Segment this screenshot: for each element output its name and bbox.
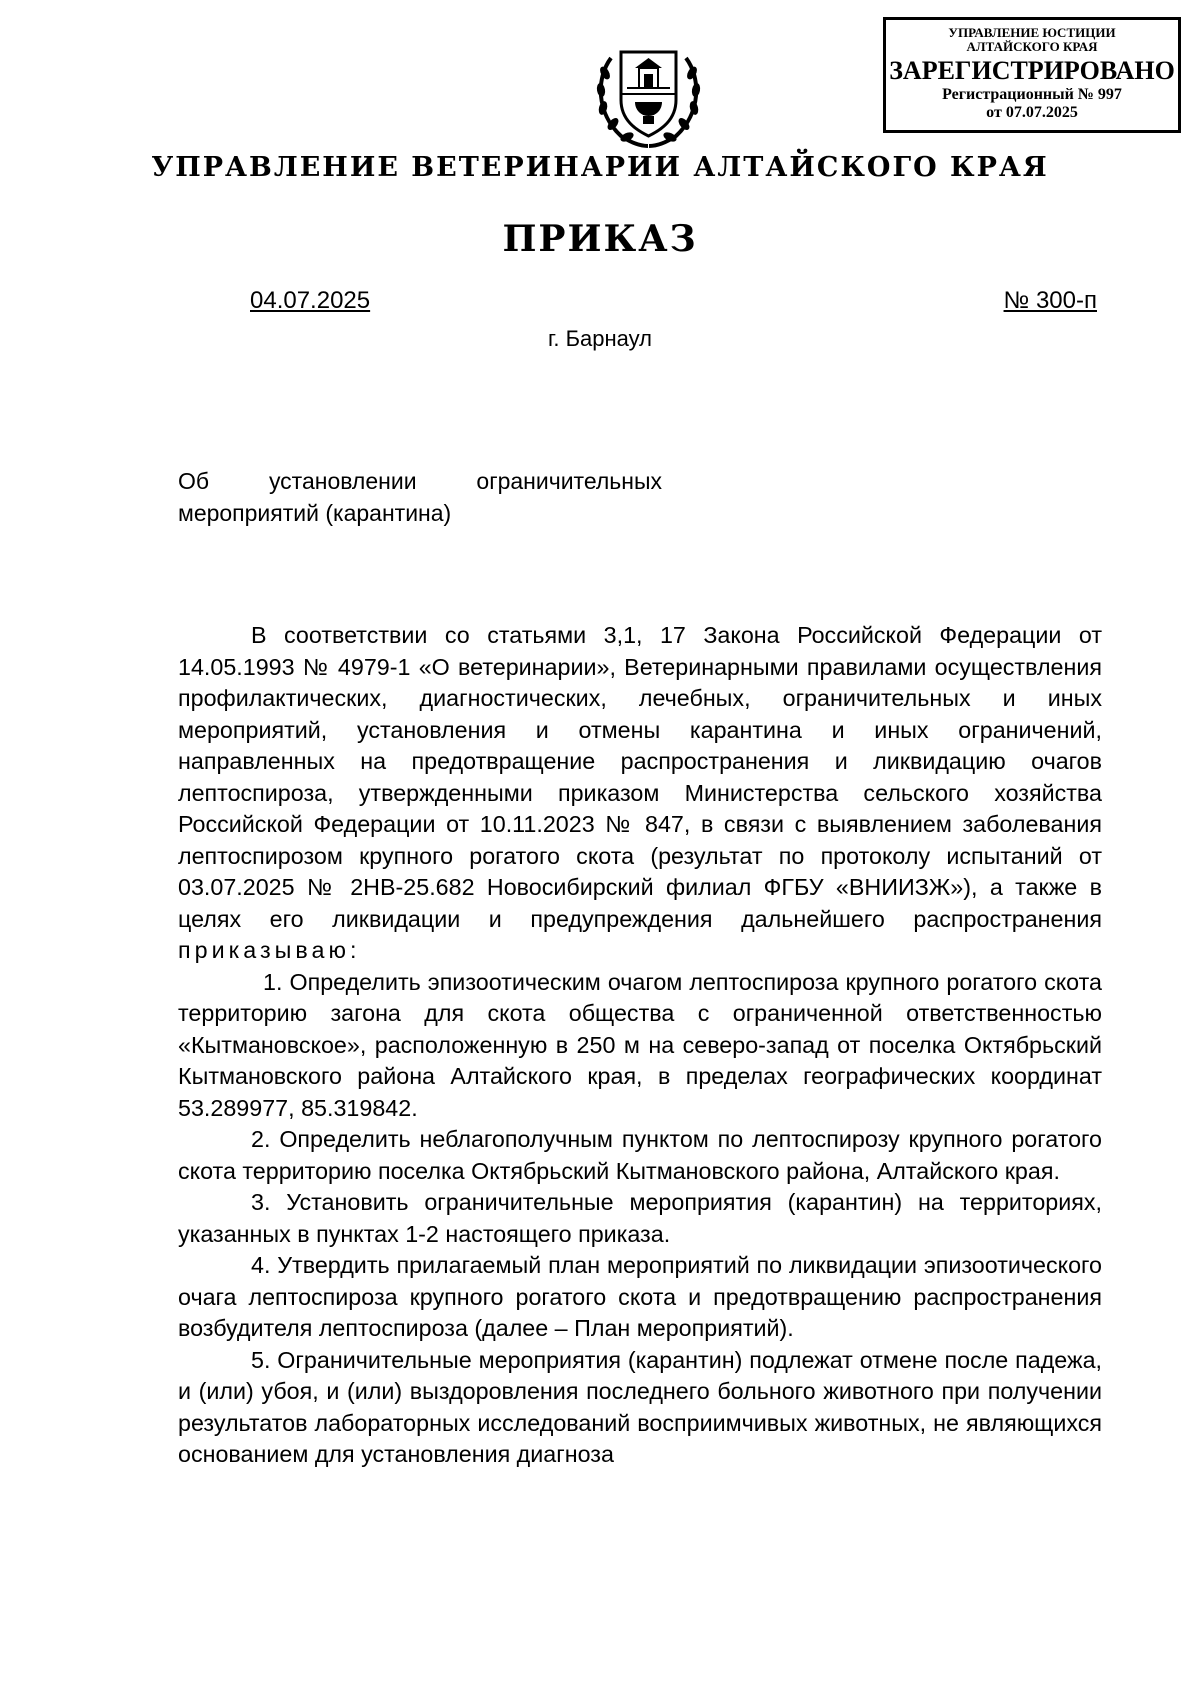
stamp-date: от 07.07.2025 [986,104,1078,121]
paragraph-2: 2. Определить неблагополучным пунктом по лептоспирозу крупного рогатого скота территорию поселка Октябрьский Кытмановского района, Алтайского края. [178,1126,1102,1184]
subject-word: Об [178,468,210,494]
document-number: № 300-п [1003,287,1097,314]
preamble-text: В соответствии со статьями 3,1, 17 Закона Российской Федерации от 14.05.1993 № 4979-1 «О ветеринарии», Ветеринарными правилами осуществления профилактических, диагностических, лечебных, ограничительных и иных мероприятий, установления и отмены карантина и иных ограничений, направленных на предотвращение распространения и ликвидацию очагов лептоспироза, утвержденными приказом Министерства сельского хозяйства Российской Федерации от 10.11.2023 № 847, в связи с выявлением заболевания лептоспирозом крупного рогатого скота (результат по протоколу испытаний от 03.07.2025 № 2НВ-25.682 Новосибирский филиал ФГБУ «ВНИИЗЖ»), а также в целях его ликвидации и предупреждения дальнейшего распространения [178,622,1102,932]
paragraph-3: 3. Установить ограничительные мероприятия (карантин) на территориях, указанных в пунктах 1-2 настоящего приказа. [178,1189,1102,1247]
stamp-region: АЛТАЙСКОГО КРАЯ [966,39,1098,54]
paragraph-5: 5. Ограничительные мероприятия (карантин) подлежат отмене после падежа, и (или) убоя, и (или) выздоровления последнего больного животного при получении результатов лабораторных исследований восприимчивых животных, не являющихся основанием для установления диагноза [178,1346,1102,1467]
document-title: ПРИКАЗ [502,218,698,260]
paragraph-4: 4. Утвердить прилагаемый план мероприятий по ликвидации эпизоотического очага лептоспироза крупного рогатого скота и предотвращению распространения возбудителя лептоспироза (далее – План мероприятий). [178,1252,1102,1341]
stamp-status: ЗАРЕГИСТРИРОВАНО [889,56,1175,85]
subject-line-1 [178,465,662,497]
document-city: г. Барнаул [548,326,652,351]
document-body [178,620,1102,1471]
stamp-reg-number: Регистрационный № 997 [942,86,1122,103]
paragraph-1: 1. Определить эпизоотическим очагом лептоспироза крупного рогатого скота территорию загона для скота общества с ограниченной ответственностью «Кытмановское», расположенную в 250 м на северо-запад от поселка Октябрьский Кытмановского района Алтайского края, в пределах географических координат 53.289977, 85.319842. [178,968,1102,1121]
coat-of-arms-icon [591,38,706,150]
organization-name: УПРАВЛЕНИЕ ВЕТЕРИНАРИИ АЛТАЙСКОГО КРАЯ [151,152,1049,183]
preamble-end: : [349,937,357,963]
preamble-paragraph [178,620,1102,967]
subject-word: ограничительных [476,468,662,494]
subject-word: установлении [268,468,417,494]
registration-stamp [883,17,1181,133]
document-subject [178,465,662,529]
stamp-authority: УПРАВЛЕНИЕ ЮСТИЦИИ [948,25,1116,40]
subject-line-2: мероприятий (карантина) [178,500,452,526]
document-date: 04.07.2025 [250,287,371,314]
order-keyword: приказываю [178,937,350,963]
